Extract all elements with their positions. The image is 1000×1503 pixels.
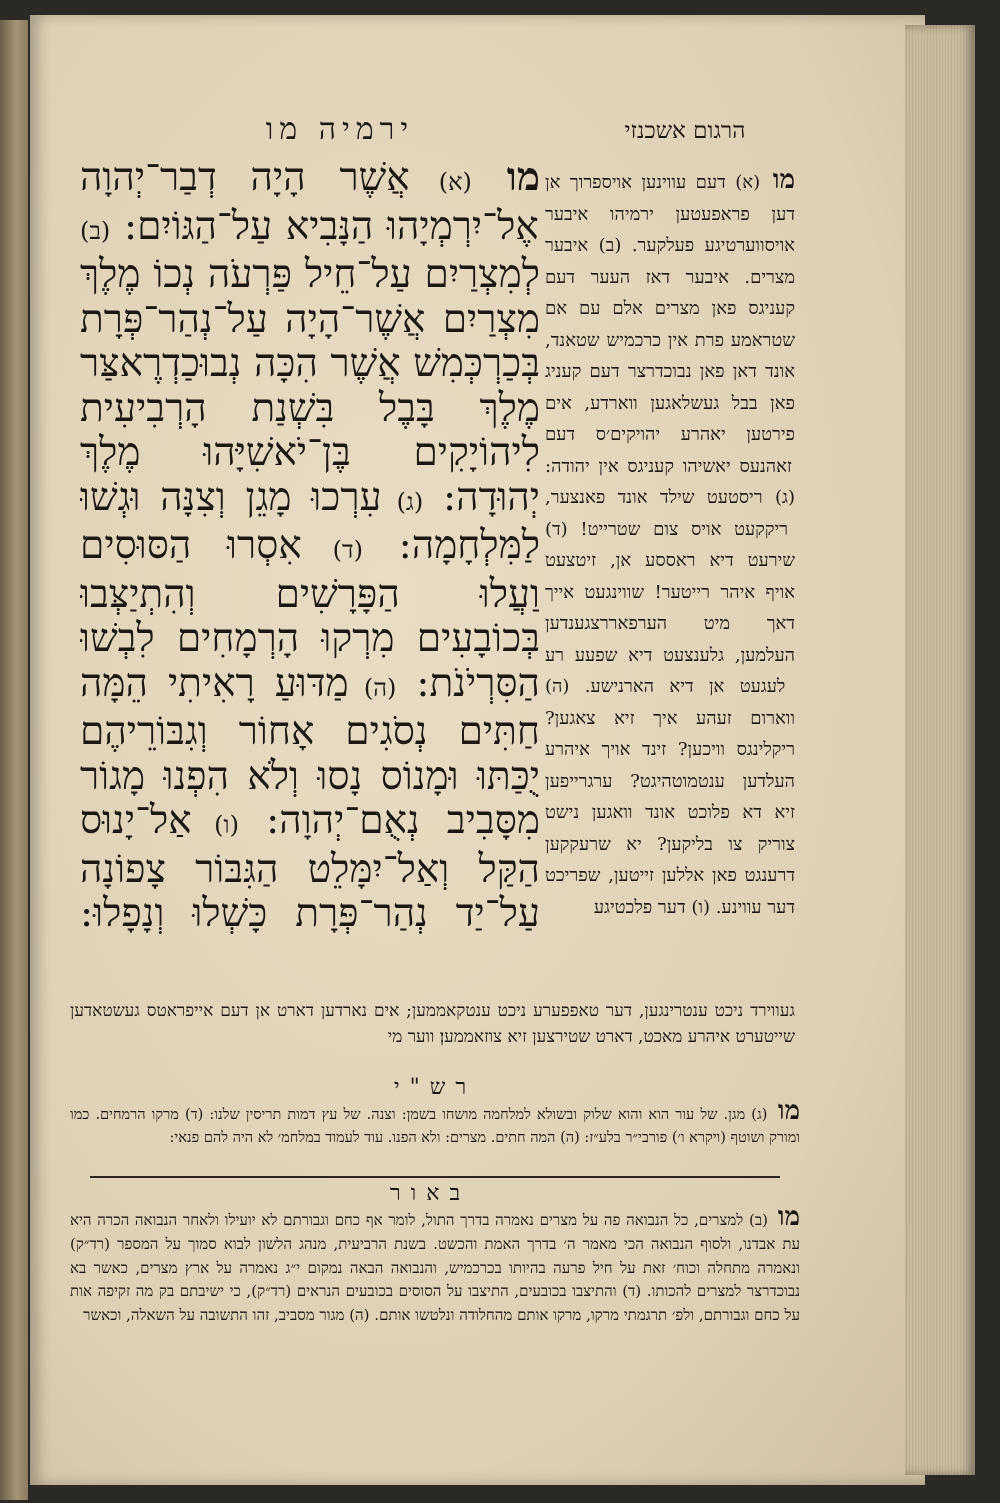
verse-text: אִסְרוּ הַסּוּסִים וַעֲלוּ הַפָּרָשִׁים וְהִתְיַצְּבוּ בְּכוֹבָעִים מִרְקוּ הָרְמָחִים לִבְשׁוּ הַסִּרְיֹנֹת: xyxy=(80,523,540,706)
biblical-text-column xyxy=(80,155,540,985)
verse-number: (א) xyxy=(409,168,472,196)
rashi-text: (ג) מגן. של עור הוא והוא שלוק ובשולא למלחמה מושחו בשמן: וצנה. של עץ דמות תריסין שלנו: (ד) מרקו הרמחים. כמו ומורק ושוטף (ויקרא ו׳) פורבי״ר בלע״ז: (ה) המה חתים. מצרים: ולא הפנו. עוד לעמוד במלחמ׳ לא היה להם פנאי: xyxy=(70,1107,800,1146)
yiddish-translation-column xyxy=(545,165,795,985)
biur-commentary xyxy=(70,1202,800,1376)
biur-heading: באור xyxy=(389,1181,471,1206)
verse-number: (ג) xyxy=(762,487,795,508)
biur-text: (ב) למצרים, כל הנבואה פה על מצרים נאמרה בדרך התול, לומר אף כחם וגבורתם לא יועילו ולאחר הנבואה הכרה היא עת אבדנו, ולסוף הנבואה הכי מאמר ה׳ בדרך האמת והכשט. בשנת הרביעית, מנהג הלשון לבוא סמוך על המספר (רד״ק) ונאמרה מתחלה וכוח׳ זאת על חיל פרעה בהיותו בכרכמיש, והנבואה הבאה נמקום י״ג נאמרה על ארץ מצרים, כאשר בא נבוכדרצר למצרים להכותו. (ד) והתיצבו בכובעים, התיצבו על הסוסים בכובעים הנראים (רד״ק), כי ישיבתם בק מה זקיפה אות על כחם וגבורתם, ולפ׳ תרגמתי מרקו, מרקו אותם מהחלודה ונלטשו אותם. (ה) מגור מסביב, זהו התשובה על השאלה, וכאשר xyxy=(70,1211,800,1325)
verse-number: (ו) xyxy=(191,811,239,839)
translation-text: דעם עווינען אויספרוך אן דען פראפעטען ירמיהו איבער אויסווערטיגע פעלקער. xyxy=(545,172,795,256)
chapter-number: מו xyxy=(767,1202,800,1232)
section-divider xyxy=(90,1176,780,1178)
running-head-left: ירמיה מו xyxy=(265,112,415,147)
verse-text: אַל־יָנוּס הַקַּל וְאַל־יִמָּלֵט הַגִּבּוֹר צָפוֹנָה עַל־יַד נְהַר־פְּרָת כָּשְׁלוּ וְנָפָלוּ: xyxy=(80,798,540,936)
verse-number: (ב) xyxy=(80,216,111,245)
verse-number: (ה) xyxy=(545,676,570,697)
translation-text: דער פלכטיגע xyxy=(593,896,686,918)
page-stack-edge xyxy=(905,25,975,1475)
verse-number: (ה) xyxy=(348,673,397,702)
translation-text: ווארום זעהע איך זיא צאגען? ריקלינגס וויכען? זינד אויך איהרע העלדען ענטמוטהיגט? ערגרייפען זיא דא פלוכט אונד וואגען נישט צוריק צו בליקען? יא שרעקקען דרענגט פאן אללען זייטען, שפריכט דער עווינע. xyxy=(545,707,795,918)
chapter-number: מו xyxy=(760,165,795,195)
translation-text: ריסטעט שילד אונד פאנצער, ריקקעט אויס צום שטרייט! xyxy=(545,487,789,540)
previous-page-edge xyxy=(0,20,28,1500)
rashi-heading: רש"י xyxy=(393,1075,477,1100)
verse-text: לְמִצְרַיִם עַל־חֵיל פַּרְעֹה נְכוֹ מֶלֶךְ מִצְרַיִם אֲשֶׁר־הָיָה עַל־נְהַר־פְּרָת בְּכַרְכְּמִשׁ אֲשֶׁר הִכָּה נְבוּכַדְרֶאצַּר מֶלֶךְ בָּבֶל בִּשְׁנַת הָרְבִיעִית לִיהוֹיָקִים בֶּן־יֹאשִׁיָּהוּ מֶלֶךְ יְהוּדָה: xyxy=(80,252,540,520)
translation-continuation: געווירד ניכט ענטרינגען, דער טאפפערע ניכט ענטקאממען; אים נארדען דארט אן דעם אייפראטס געשטאדען שייטערט איהרע מאכט, דארט שטירצען זיא צוזאממען׃ ווער מי xyxy=(70,1001,795,1047)
verse-number: (ד) xyxy=(545,518,568,540)
verse-number: (א) xyxy=(725,172,761,193)
verse-text: מַדּוּעַ רָאִיתִי הֵמָּה חַתִּים נְסֹגִים אָחוֹר וְגִבּוֹרֵיהֶם יֻכַּתּוּ וּמָנוֹס נָסוּ וְלֹא הִפְנוּ מָגוֹר מִסָּבִיב נְאֻם־יְהוָה: xyxy=(80,660,540,843)
verse-text: עִרְכוּ מָגֵן וְצִנָּה וּגְשׁוּ לַמִּלְחָמָה: xyxy=(80,474,540,568)
running-head-right: הרגום אשכנזי xyxy=(624,118,746,144)
verse-number: (ג) xyxy=(381,487,424,516)
chapter-number: מו xyxy=(767,1096,800,1126)
translation-text: איבער מצרים. איבער דאז העער דעם קעניגס פאן מצרים אלם עם אם שטראמע פרת אין כרכמיש שטאנד, אונד דאן פאן נבוכדרצר דעם קעניג פאן בבל געשלאגען ווארדע, אים פירטען יאהרע יהויקים׳ס דעם זאהנעס יאשיהו קעניגס אין יהודה: xyxy=(545,235,795,477)
rashi-commentary xyxy=(70,1096,800,1172)
verse-number: (ב) xyxy=(588,235,622,256)
translation-text: שירעט דיא ראססע אן, זיטצעט אויף איהר רייטער! שווינגעט אייך דאך מיט הערפאררצגענדען העלמען, גלענצעט דיא שפעע רע לעגעט אן דיא הארנישע. xyxy=(545,550,795,697)
chapter-number: מו xyxy=(471,155,540,200)
verse-number: (ו) xyxy=(685,896,710,918)
verse-text: אֲשֶׁר הָיָה דְבַר־יְהוָה אֶל־יִרְמְיָהוּ הַנָּבִיא עַל־הַגּוֹיִם: xyxy=(80,155,539,249)
verse-number: (ד) xyxy=(301,536,363,564)
